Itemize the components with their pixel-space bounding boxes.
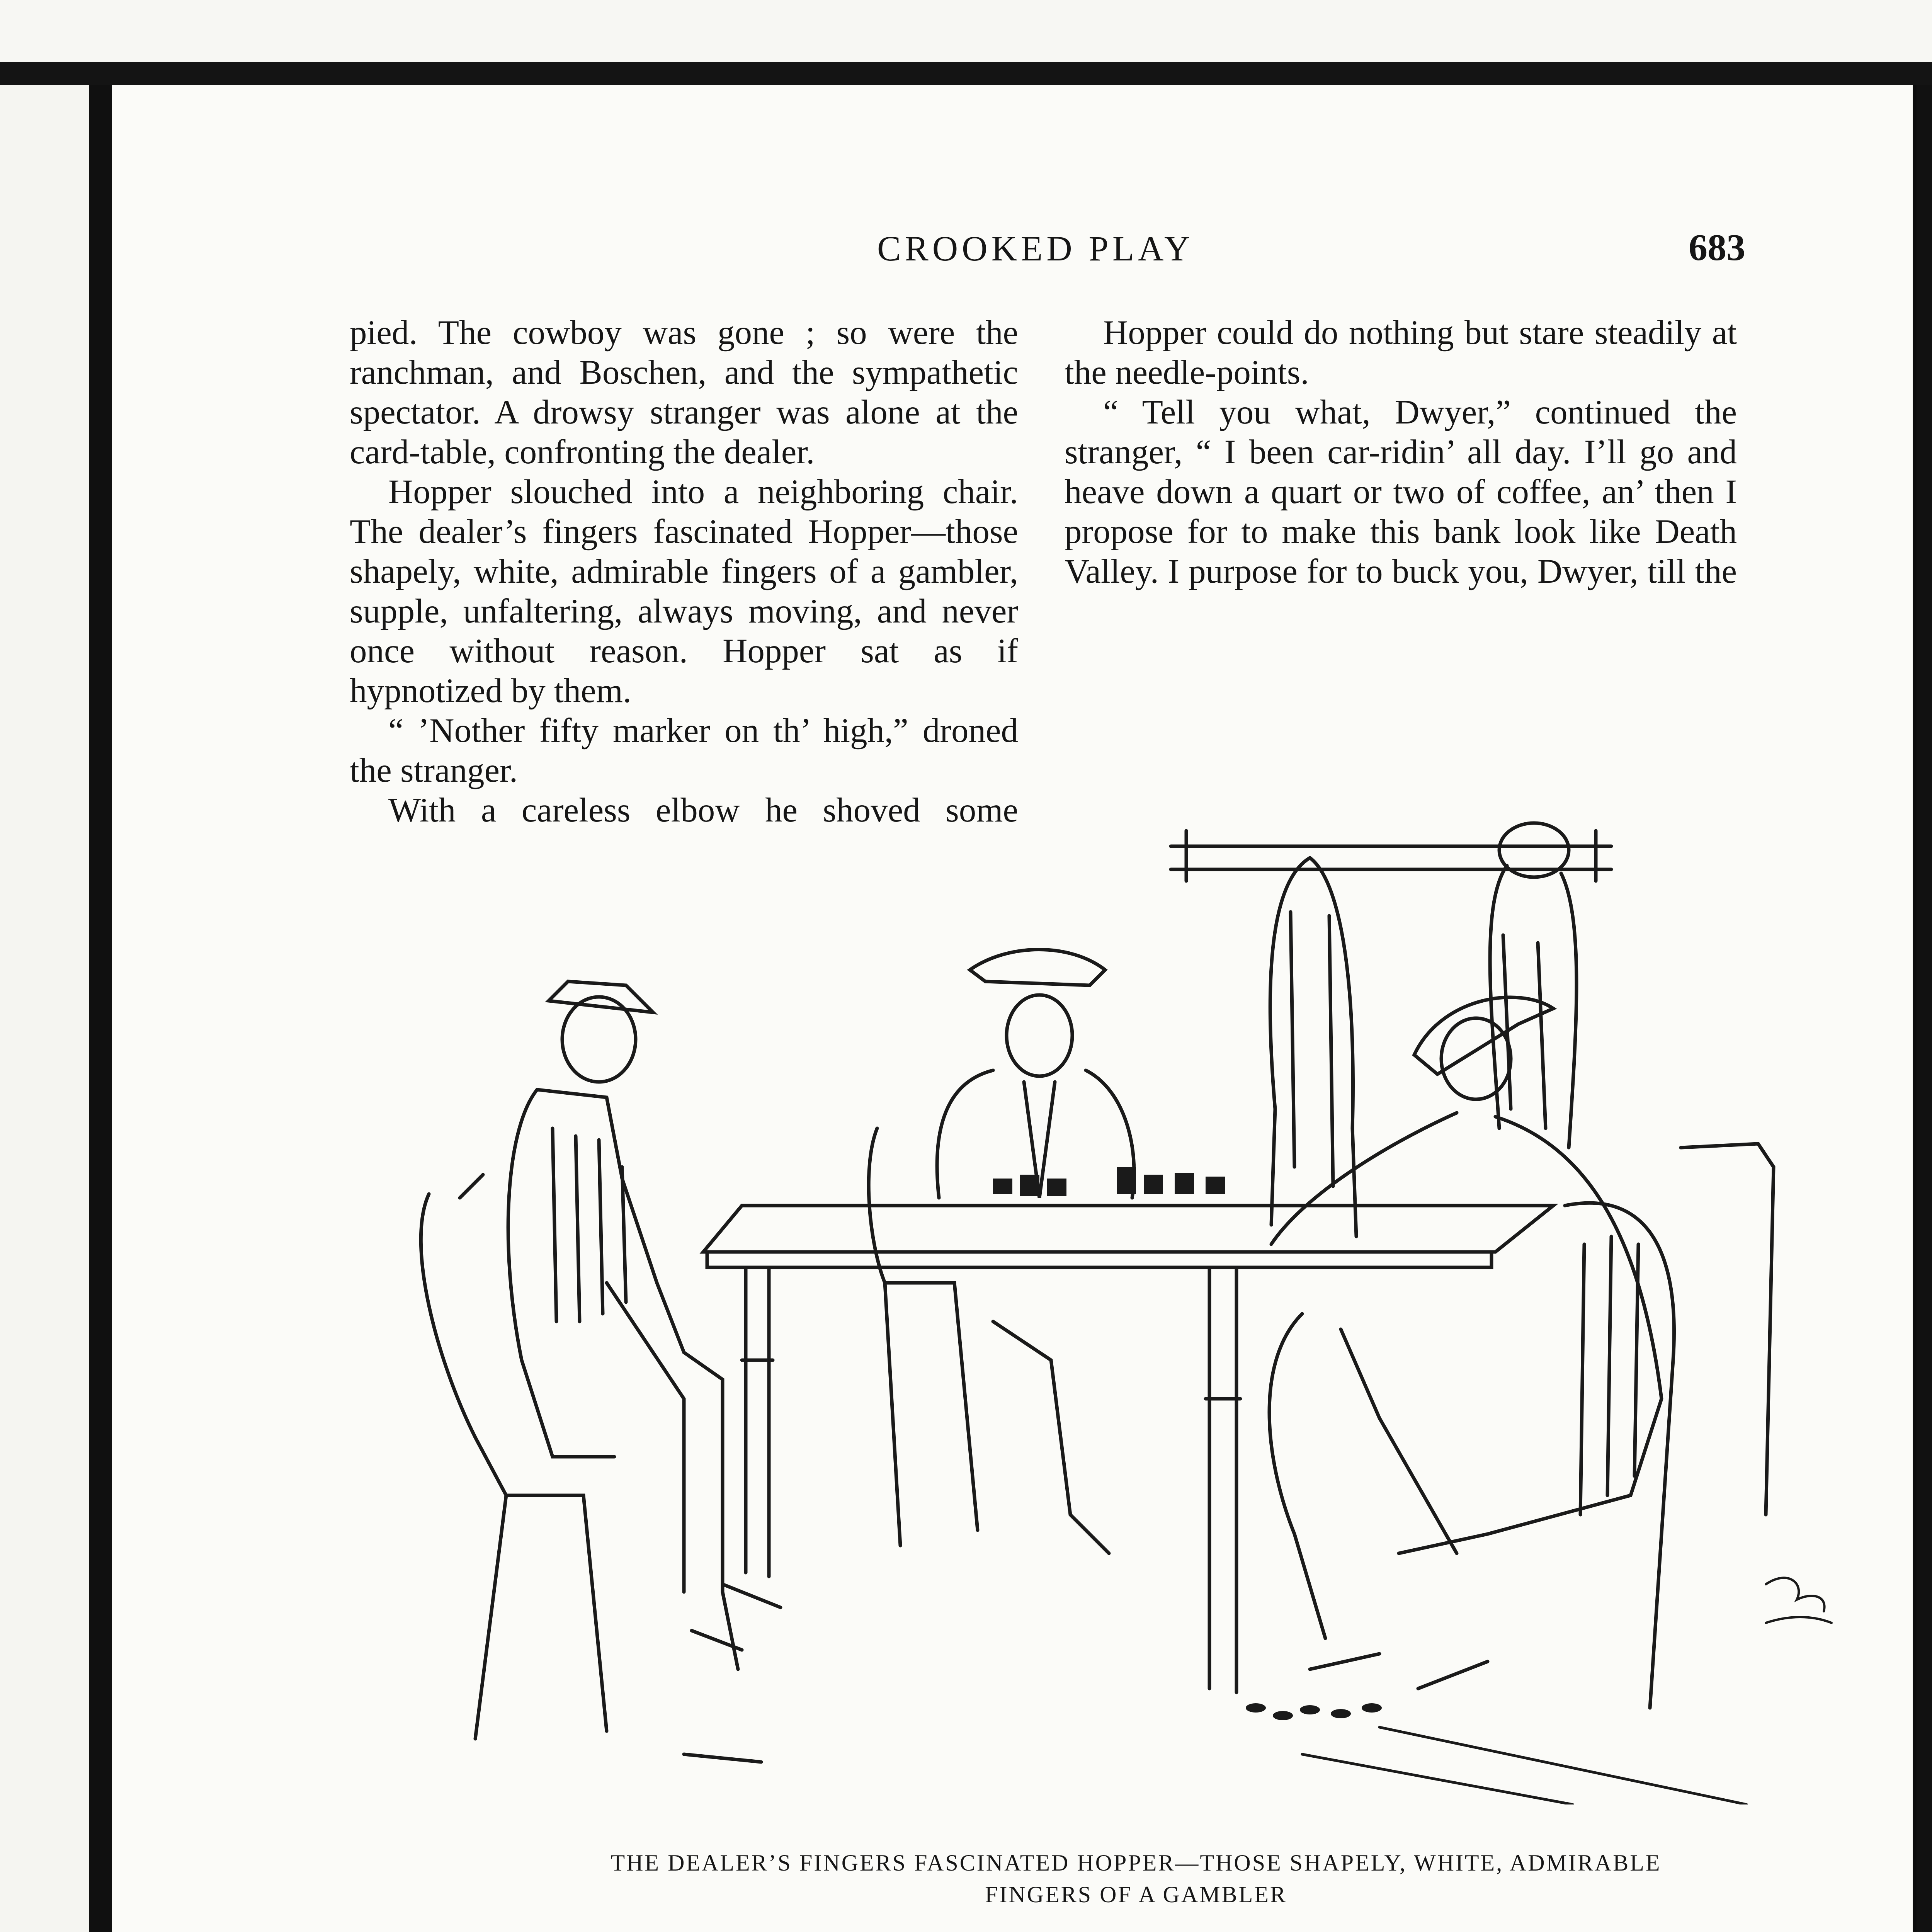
- facing-page-edge: [0, 85, 89, 1932]
- paragraph: Hopper could do nothing but stare steadily at the needle-points.: [1065, 314, 1737, 391]
- page-number: 683: [1689, 227, 1745, 269]
- dropped-chips: [1246, 1703, 1382, 1720]
- card-game-illustration: [336, 665, 1874, 1804]
- paragraph: Hopper slouched into a neighboring chair. The dealer’s fingers fascinated Hopper—those shapely, white, admirable fingers of a gambler, supple, unfaltering, always moving, and never once without reason. Hopper sat as if hypnotized by them.: [350, 473, 1018, 710]
- magazine-page: [112, 85, 1913, 1932]
- hanging-hat: [1490, 823, 1577, 1148]
- paragraph: pied. The cowboy was gone ; so were the ranchman, and Boschen, and the sympathetic spectator. A drowsy stranger was alone at the card-table, confronting the dealer.: [350, 314, 1018, 471]
- caption-line: FINGERS OF A GAMBLER: [985, 1882, 1287, 1907]
- paragraph: “ ’Nother fifty marker on th’ high,” droned the stranger.: [350, 712, 1018, 789]
- book-spine: [89, 85, 112, 1932]
- paragraph: With a careless elbow he shoved some: [388, 791, 1018, 829]
- column-top-right: [1065, 313, 1737, 592]
- card-table: [703, 1206, 1553, 1692]
- caption-line: THE DEALER’S FINGERS FASCINATED HOPPER—THOSE SHAPELY, WHITE, ADMIRABLE: [611, 1850, 1662, 1876]
- artist-signature: [1766, 1578, 1832, 1623]
- hopper-figure: [421, 981, 781, 1762]
- coat-rack: [1171, 831, 1611, 881]
- hanging-coat: [1270, 858, 1356, 1236]
- illustration-caption: [383, 1847, 1889, 1910]
- paragraph: “ Tell you what, Dwyer,” continued the stranger, “ I been car-ridin’ all day. I’ll go and heave down a quart or two of coffee, an’ then I propose for to make this bank look like Death Valley. I purpose for to buck you, Dwyer, till the: [1065, 393, 1737, 590]
- running-head: CROOKED PLAY: [877, 229, 1194, 268]
- stranger-figure: [1269, 997, 1774, 1708]
- top-margin: [0, 0, 1932, 62]
- right-edge: [1917, 85, 1932, 1932]
- top-rule: [0, 62, 1932, 85]
- floor-lines: [1302, 1727, 1747, 1804]
- poker-chips: [993, 1167, 1225, 1196]
